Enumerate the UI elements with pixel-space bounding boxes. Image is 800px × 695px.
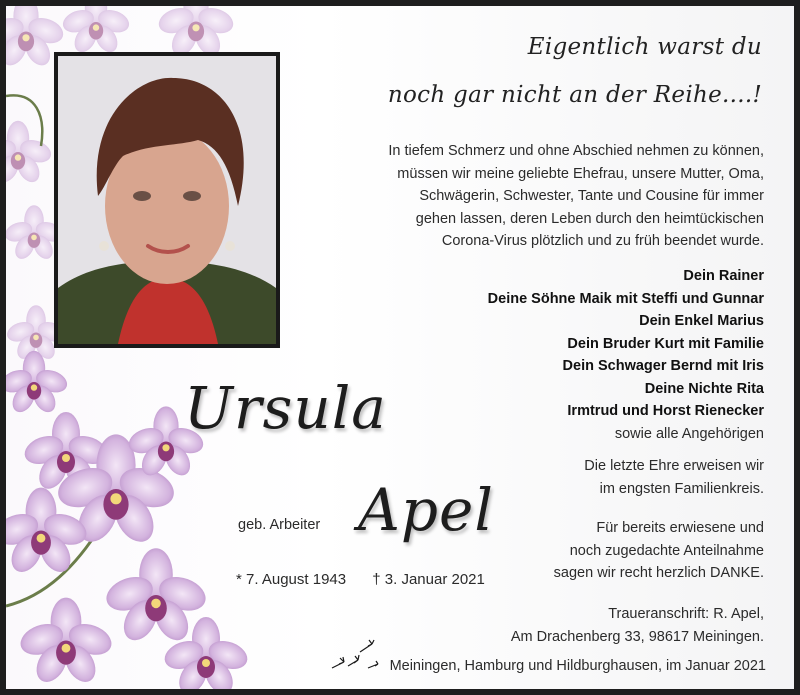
intro-line: Schwägerin, Schwester, Tante und Cousine für immer bbox=[419, 188, 764, 204]
mourner: Deine Söhne Maik mit Steffi und Gunnar bbox=[487, 290, 764, 307]
mourner: Irmtrud und Horst Rienecker bbox=[567, 403, 764, 419]
mourners-list bbox=[344, 265, 764, 445]
birth-date: * 7. August 1943 bbox=[236, 571, 347, 588]
mourner: Dein Enkel Marius bbox=[639, 313, 764, 329]
mourner: Deine Nichte Rita bbox=[644, 380, 764, 397]
thanks-line: sagen wir recht herzlich DANKE. bbox=[553, 565, 764, 581]
intro-line: müssen wir meine geliebte Ehefrau, unsere Mutter, Oma, bbox=[397, 165, 764, 182]
motto-line-1: Eigentlich warst du bbox=[527, 34, 762, 60]
dandelion-seeds-icon bbox=[330, 638, 382, 674]
mourner: Dein Schwager Bernd mit Iris bbox=[562, 358, 764, 374]
intro-line: Corona-Virus plötzlich und zu früh beendet wurde. bbox=[441, 233, 764, 249]
address-line: Am Drachenberg 33, 98617 Meiningen. bbox=[510, 628, 764, 645]
portrait-frame bbox=[54, 52, 280, 348]
funeral-line: Die letzte Ehre erweisen wir bbox=[584, 458, 764, 474]
deceased-first-name: Ursula bbox=[184, 374, 387, 442]
intro-text bbox=[344, 140, 764, 253]
life-dates bbox=[236, 571, 485, 588]
intro-line: gehen lassen, deren Leben durch den heimtückischen bbox=[415, 210, 764, 227]
mourners-footer: sowie alle Angehörigen bbox=[614, 425, 764, 442]
death-date: † 3. Januar 2021 bbox=[372, 571, 485, 588]
deceased-last-name: Apel bbox=[358, 476, 494, 544]
closing-line: Meiningen, Hamburg und Hildburghausen, im Januar 2021 bbox=[389, 658, 766, 674]
maiden-name: geb. Arbeiter bbox=[238, 517, 321, 533]
portrait-photo bbox=[58, 56, 276, 344]
portrait-illustration bbox=[58, 56, 276, 344]
mourning-address bbox=[344, 603, 764, 648]
thanks-line: Für bereits erwiesene und bbox=[596, 520, 764, 536]
address-line: Traueranschrift: R. Apel, bbox=[608, 606, 764, 622]
intro-line: In tiefem Schmerz und ohne Abschied nehmen zu können, bbox=[388, 143, 764, 159]
mourner: Dein Bruder Kurt mit Familie bbox=[567, 335, 764, 352]
funeral-line: im engsten Familienkreis. bbox=[599, 480, 764, 497]
thanks-line: noch zugedachte Anteilnahme bbox=[569, 542, 764, 559]
motto-line-2: noch gar nicht an der Reihe....! bbox=[387, 82, 762, 108]
mourner: Dein Rainer bbox=[683, 268, 764, 284]
